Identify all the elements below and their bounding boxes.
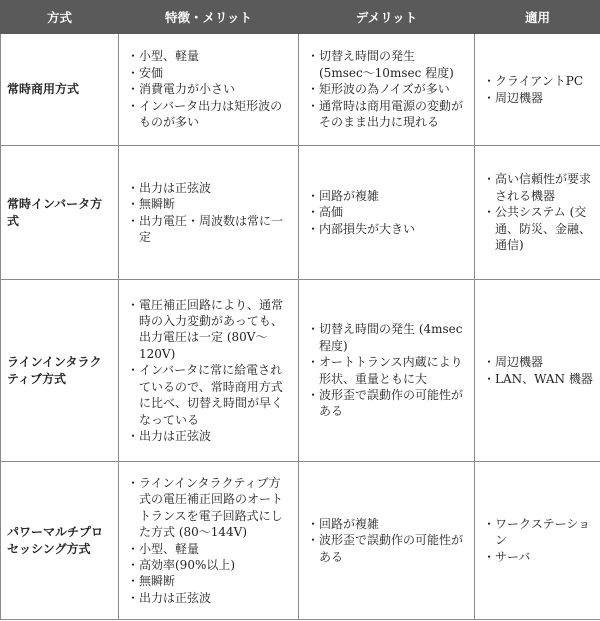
list-item: ・ 無瞬断 xyxy=(127,573,292,589)
list-item: ・ 出力電圧・周波数は常に一定 xyxy=(127,213,292,246)
list-item: ・ サーバ xyxy=(483,549,594,565)
list-item: ・ 公共システム (交通、防災、金融、通信) xyxy=(483,204,594,253)
list-item: ・ 出力は正弦波 xyxy=(127,428,292,444)
merits-cell xyxy=(119,280,299,462)
header-row xyxy=(1,1,600,34)
list-item: ・ 内部損失が大きい xyxy=(307,221,468,237)
list-item: ・ ラインインタラクティブ方式の電圧補正回路のオートトランスを電子回路式にした方式 (80〜144V) xyxy=(127,475,292,541)
list-item: ・ インバータに常に給電されているので、常時商用方式に比べ、切替え時間が早くなっている xyxy=(127,362,292,428)
merits-cell xyxy=(119,462,299,620)
list-item: ・ 通常時は商用電源の変動がそのまま出力に現れる xyxy=(307,98,468,131)
method-cell: ラインインタラクティブ方式 xyxy=(1,280,119,462)
list-item: ・ LAN、WAN 機器 xyxy=(483,371,594,387)
header-merits: 特徴・メリット xyxy=(119,1,299,34)
list-item: ・ 周辺機器 xyxy=(483,90,594,106)
list-item: ・ 出力は正弦波 xyxy=(127,590,292,606)
header-demerits: デメリット xyxy=(299,1,475,34)
uses-cell xyxy=(475,146,600,280)
list-item: ・ ワークステーション xyxy=(483,516,594,549)
demerits-cell xyxy=(299,146,475,280)
header-uses: 適用 xyxy=(475,1,600,34)
list-item: ・ 安価 xyxy=(127,65,292,81)
list-item: ・ 波形歪で誤動作の可能性がある xyxy=(307,387,468,420)
merits-cell xyxy=(119,34,299,146)
method-cell: パワーマルチプロセッシング方式 xyxy=(1,462,119,620)
list-item: ・ 小型、軽量 xyxy=(127,48,292,64)
list-item: ・ 切替え時間の発生 (4msec 程度) xyxy=(307,321,468,354)
list-item: ・ 消費電力が小さい xyxy=(127,81,292,97)
list-item: ・ クライアントPC xyxy=(483,73,594,89)
table-row xyxy=(1,146,600,280)
uses-cell xyxy=(475,462,600,620)
list-item: ・ 周辺機器 xyxy=(483,354,594,370)
list-item: ・ オートトランス内蔵により形状、重量ともに大 xyxy=(307,354,468,387)
list-item: ・ 波形歪で誤動作の可能性がある xyxy=(307,532,468,565)
method-cell: 常時インバータ方式 xyxy=(1,146,119,280)
list-item: ・ 回路が複雑 xyxy=(307,188,468,204)
list-item: ・ 高い信頼性が要求される機器 xyxy=(483,171,594,204)
method-cell: 常時商用方式 xyxy=(1,34,119,146)
list-item: ・ 小型、軽量 xyxy=(127,541,292,557)
list-item: ・ 出力は正弦波 xyxy=(127,180,292,196)
list-item: ・ 高効率(90%以上) xyxy=(127,557,292,573)
uses-cell xyxy=(475,280,600,462)
list-item: ・ 回路が複雑 xyxy=(307,516,468,532)
demerits-cell xyxy=(299,280,475,462)
table-row xyxy=(1,462,600,620)
table-row xyxy=(1,34,600,146)
demerits-cell xyxy=(299,34,475,146)
list-item: ・ インバータ出力は矩形波のものが多い xyxy=(127,98,292,131)
uses-cell xyxy=(475,34,600,146)
list-item: ・ 切替え時間の発生 (5msec〜10msec 程度) xyxy=(307,48,468,81)
merits-cell xyxy=(119,146,299,280)
demerits-cell xyxy=(299,462,475,620)
list-item: ・ 高価 xyxy=(307,204,468,220)
table-row xyxy=(1,280,600,462)
header-method: 方式 xyxy=(1,1,119,34)
list-item: ・ 無瞬断 xyxy=(127,196,292,212)
list-item: ・ 電圧補正回路により、通常時の入力変動があっても、出力電圧は一定 (80V〜120V) xyxy=(127,297,292,363)
list-item: ・ 矩形波の為ノイズが多い xyxy=(307,81,468,97)
